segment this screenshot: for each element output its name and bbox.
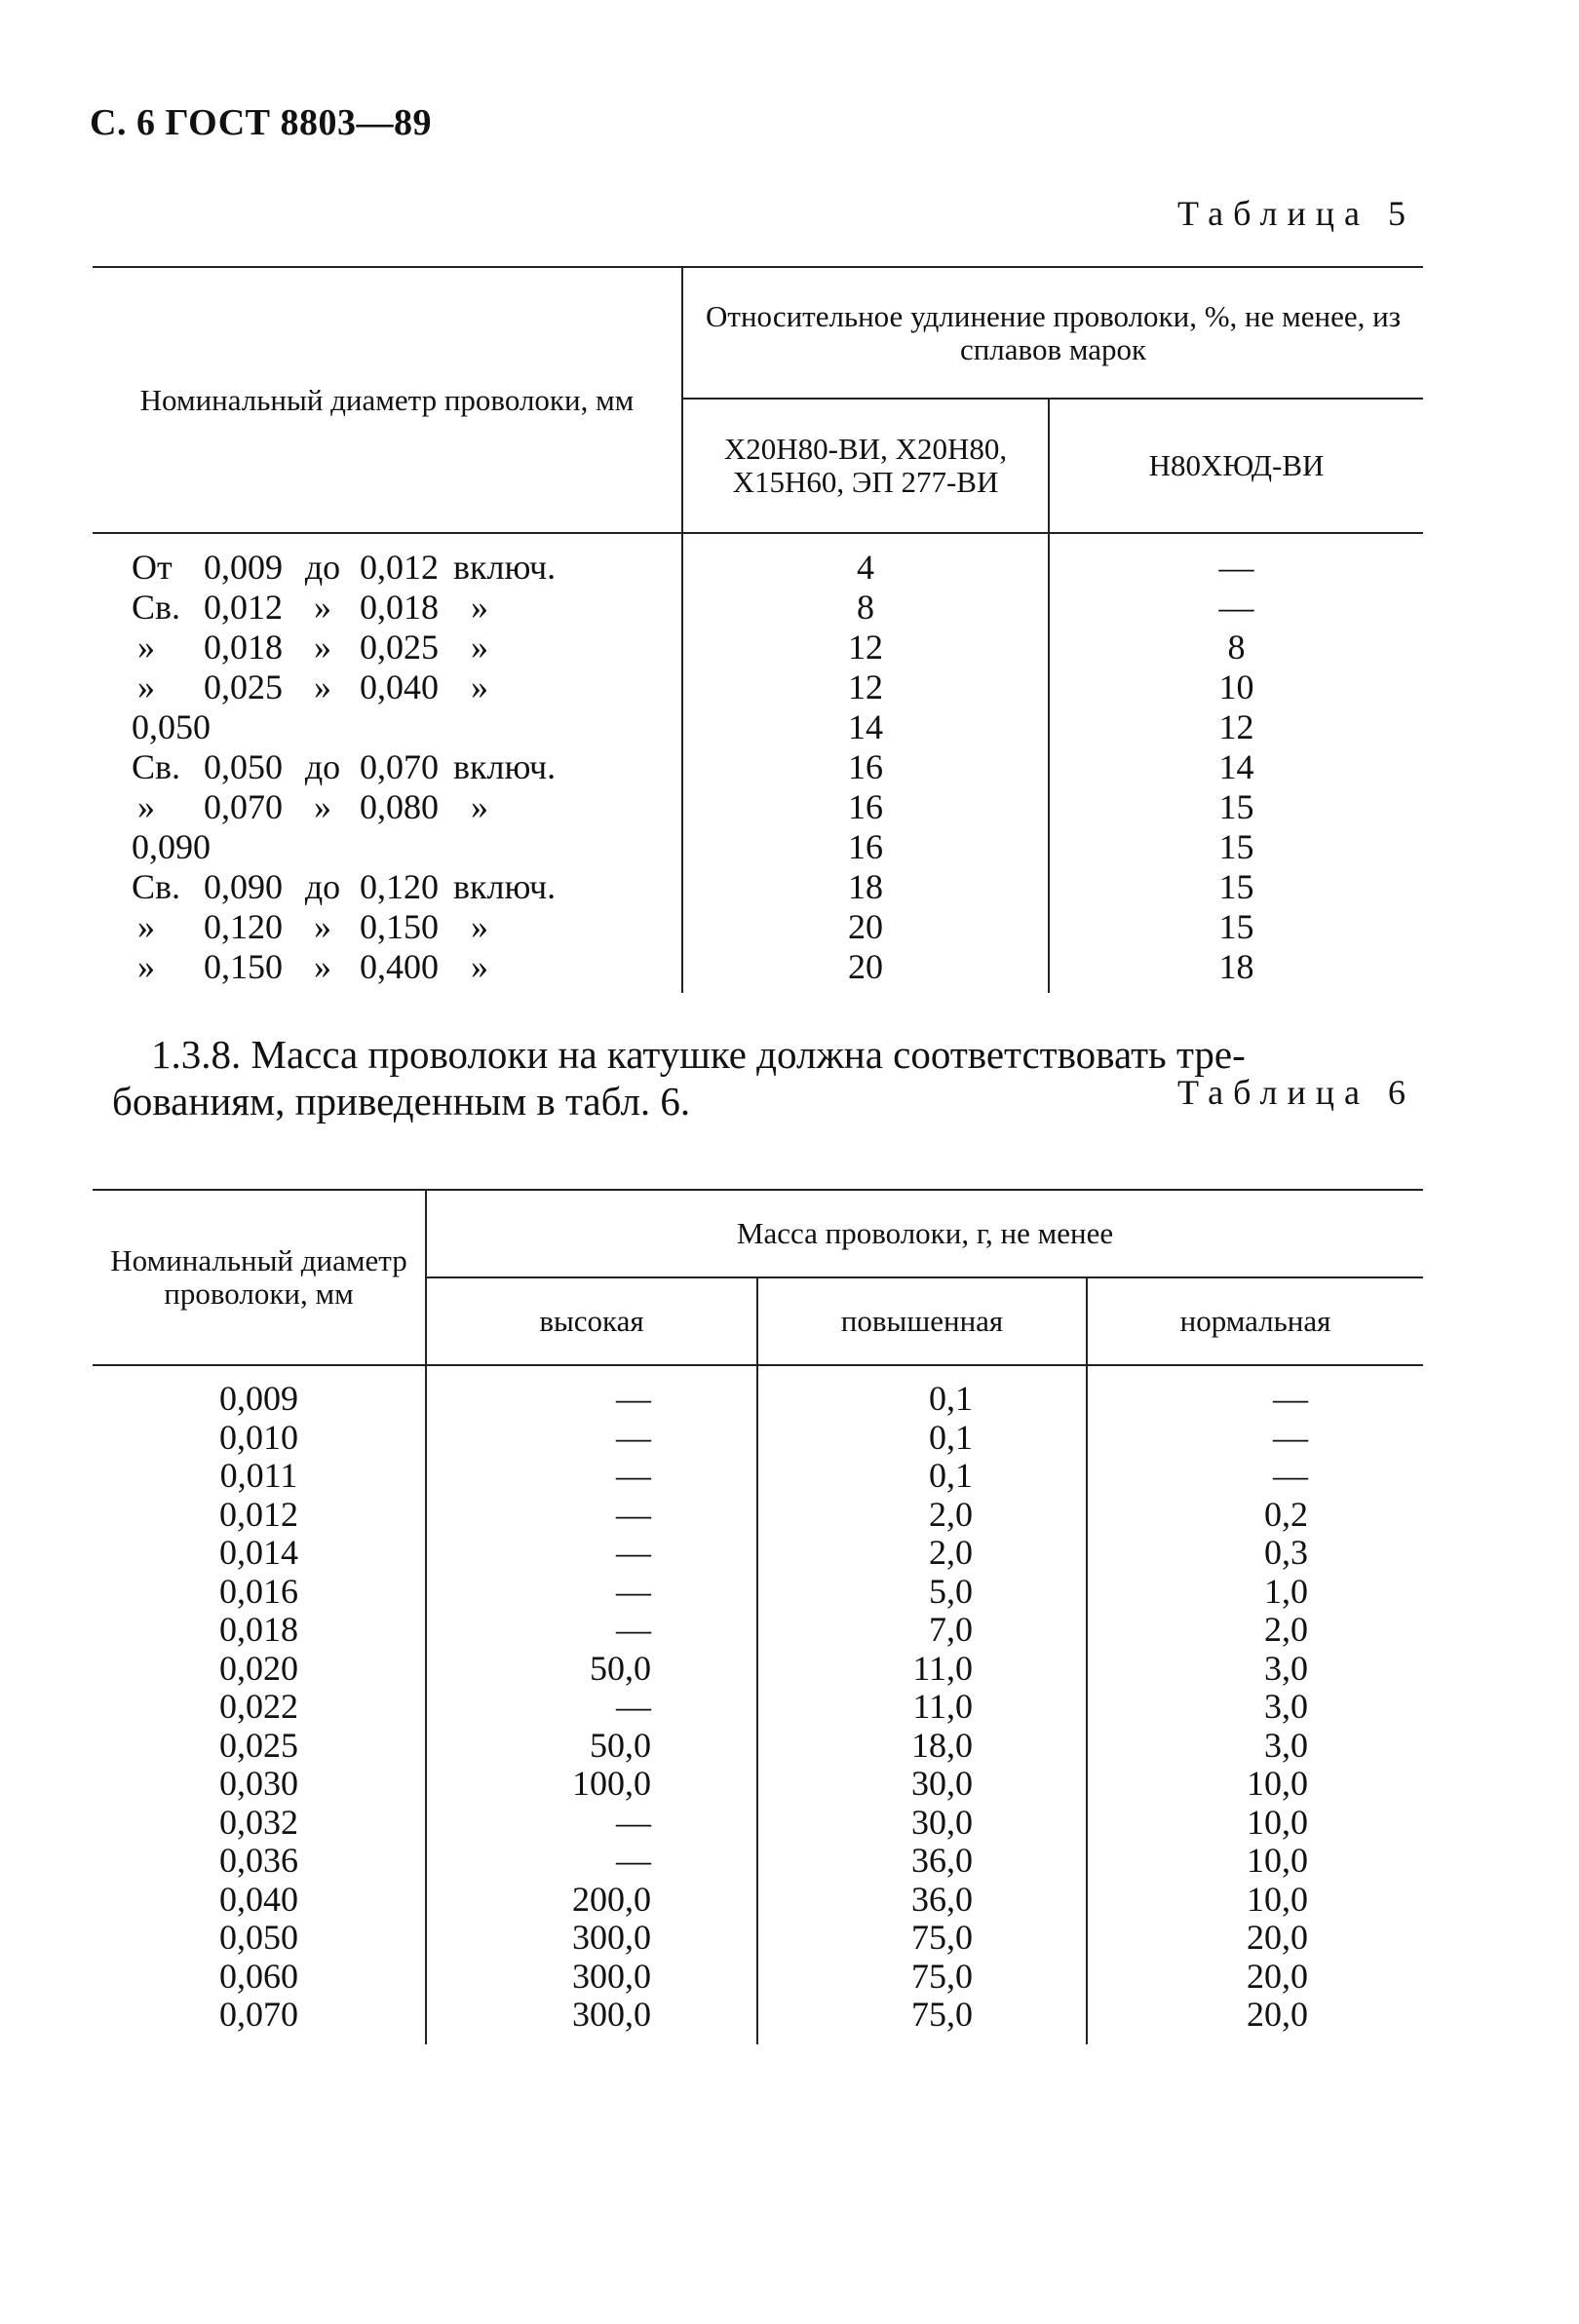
table6-normal-value: 0,2 (1087, 1496, 1423, 1535)
diameter-suffix: включ. (453, 747, 557, 786)
diameter-connector: » (314, 628, 331, 667)
table5-header-alloy1: Х20Н80-ВИ, Х20Н80, Х15Н60, ЭП 277-ВИ (682, 399, 1049, 533)
table5-alloy2-value: 15 (1049, 827, 1423, 867)
table5-diameter-cell (93, 747, 682, 787)
table5-alloy1-value: 16 (682, 827, 1049, 867)
table6-diameter-cell: 0,011 (219, 1456, 298, 1495)
table6-high-value: 300,0 (426, 1919, 757, 1958)
table6-normal-value: 10,0 (1087, 1842, 1423, 1881)
diameter-to: 0,070 (360, 747, 439, 786)
table6-diameter-cell: 0,022 (219, 1687, 298, 1726)
table6-high-value: 100,0 (426, 1765, 757, 1804)
table6-high-value: 200,0 (426, 1881, 757, 1920)
table6-diameter-cell: 0,030 (219, 1764, 298, 1803)
table5-alloy2-value: 10 (1049, 667, 1423, 707)
diameter-connector: » (314, 907, 331, 946)
table6-high-value: 300,0 (426, 1958, 757, 1997)
table5-alloy1-value: 12 (682, 667, 1049, 707)
table6-row (93, 1996, 1423, 2044)
table6-row (93, 1958, 1423, 1997)
diameter-prefix: » (137, 667, 155, 706)
diameter-suffix: » (471, 628, 488, 667)
table5-alloy1-value: 12 (682, 628, 1049, 667)
diameter-from: 0,070 (204, 787, 283, 826)
table6-high-value: — (426, 1573, 757, 1612)
table6-normal-value: 1,0 (1087, 1573, 1423, 1612)
table5-alloy2-value: 15 (1049, 787, 1423, 827)
table6-row (93, 1842, 1423, 1881)
table5-row (93, 628, 1423, 667)
page-header: С. 6 ГОСТ 8803—89 (90, 102, 432, 143)
diameter-suffix: » (471, 667, 488, 706)
table5-body (93, 533, 1423, 993)
diameter-prefix: » (137, 628, 155, 667)
diameter-to: 0,012 (360, 548, 439, 587)
diameter-connector: » (314, 787, 331, 826)
table5-alloy2-value: 8 (1049, 628, 1423, 667)
diameter-to: 0,018 (360, 588, 439, 627)
table6-header-increased: повышенная (757, 1277, 1087, 1365)
table6-row (93, 1650, 1423, 1689)
table6-row (93, 1419, 1423, 1458)
table5-alloy2-value: 18 (1049, 947, 1423, 993)
table6-diameter-cell: 0,040 (219, 1879, 298, 1919)
table6-normal-value: 2,0 (1087, 1611, 1423, 1650)
table6-increased-value: 30,0 (757, 1804, 1087, 1843)
diameter-value: 0,090 (132, 827, 211, 866)
table5-alloy2-value: 12 (1049, 707, 1423, 747)
table5-diameter-cell (93, 947, 682, 993)
table5-caption: Таблица 5 (1177, 194, 1415, 233)
table6-high-value: — (426, 1534, 757, 1573)
table5-row (93, 787, 1423, 827)
table6-increased-value: 36,0 (757, 1842, 1087, 1881)
table5-alloy1-value: 16 (682, 747, 1049, 787)
table6-high-value: — (426, 1611, 757, 1650)
paragraph-line1: 1.3.8. Масса проволоки на катушке должна соответствовать тре- (151, 1032, 1246, 1077)
table5-diameter-cell (93, 907, 682, 947)
table6-normal-value: 3,0 (1087, 1650, 1423, 1689)
table5-header-diameter: Номинальный диаметр проволоки, мм (93, 267, 682, 533)
diameter-connector: до (304, 747, 341, 786)
table6-row (93, 1457, 1423, 1496)
table6-increased-value: 75,0 (757, 1996, 1087, 2044)
table6-high-value: — (426, 1496, 757, 1535)
diameter-suffix: » (471, 787, 488, 826)
diameter-connector: » (314, 947, 331, 986)
table6-high-value: — (426, 1365, 757, 1419)
table6-increased-value: 5,0 (757, 1573, 1087, 1612)
diameter-to: 0,025 (360, 628, 439, 667)
table6-high-value: — (426, 1842, 757, 1881)
table6-normal-value: 20,0 (1087, 1958, 1423, 1997)
table6-increased-value: 75,0 (757, 1919, 1087, 1958)
table6-diameter-cell: 0,036 (219, 1841, 298, 1880)
table6-row (93, 1365, 1423, 1419)
diameter-suffix: » (471, 947, 488, 986)
diameter-connector: до (304, 548, 341, 587)
table6-high-value: — (426, 1688, 757, 1727)
table5-row (93, 827, 1423, 867)
table6-diameter-cell: 0,009 (219, 1379, 298, 1418)
table6-row (93, 1804, 1423, 1843)
table6-increased-value: 18,0 (757, 1727, 1087, 1766)
table5-diameter-cell (93, 867, 682, 907)
diameter-prefix: От (132, 548, 173, 587)
table6-diameter-cell: 0,016 (219, 1571, 298, 1611)
table6-increased-value: 36,0 (757, 1881, 1087, 1920)
table6-increased-value: 2,0 (757, 1496, 1087, 1535)
diameter-to: 0,120 (360, 867, 439, 906)
table6-increased-value: 11,0 (757, 1688, 1087, 1727)
diameter-from: 0,090 (204, 867, 283, 906)
table5-alloy1-value: 20 (682, 947, 1049, 993)
table6-normal-value: 3,0 (1087, 1688, 1423, 1727)
table5-alloy2-value: — (1049, 533, 1423, 588)
table6-high-value: — (426, 1457, 757, 1496)
table5-row (93, 707, 1423, 747)
table6-header-normal: нормальная (1087, 1277, 1423, 1365)
table5-alloy2-value: 14 (1049, 747, 1423, 787)
table6-diameter-cell: 0,018 (219, 1610, 298, 1649)
paragraph-line2: бованиям, приведенным в табл. 6. (112, 1079, 691, 1124)
table6-header-group: Масса проволоки, г, не менее (426, 1190, 1423, 1277)
table6 (93, 1189, 1423, 2044)
diameter-from: 0,025 (204, 667, 283, 706)
table6-high-value: — (426, 1419, 757, 1458)
table5-alloy1-value: 8 (682, 588, 1049, 628)
diameter-suffix: включ. (453, 867, 557, 906)
table6-body (93, 1365, 1423, 2044)
diameter-prefix: Св. (132, 867, 181, 906)
diameter-prefix: Св. (132, 747, 181, 786)
table6-diameter-cell: 0,032 (219, 1802, 298, 1842)
table6-normal-value: 10,0 (1087, 1881, 1423, 1920)
table6-diameter-cell: 0,025 (219, 1725, 298, 1765)
table6-row (93, 1573, 1423, 1612)
diameter-to: 0,080 (360, 787, 439, 826)
table5-row (93, 588, 1423, 628)
table5-diameter-cell (93, 533, 682, 588)
table6-caption: Таблица 6 (1177, 1073, 1415, 1112)
diameter-value: 0,050 (132, 707, 211, 746)
table6-increased-value: 11,0 (757, 1650, 1087, 1689)
diameter-to: 0,040 (360, 667, 439, 706)
table5-row (93, 533, 1423, 588)
table5 (93, 266, 1423, 993)
table6-row (93, 1688, 1423, 1727)
table6-increased-value: 75,0 (757, 1958, 1087, 1997)
table6-diameter-cell: 0,060 (219, 1956, 298, 1996)
table5-diameter-cell (93, 628, 682, 667)
table5-alloy1-value: 14 (682, 707, 1049, 747)
diameter-connector: » (314, 588, 331, 627)
diameter-from: 0,018 (204, 628, 283, 667)
table5-diameter-cell (93, 827, 682, 867)
table6-normal-value: 3,0 (1087, 1727, 1423, 1766)
table6-increased-value: 2,0 (757, 1534, 1087, 1573)
table5-row (93, 667, 1423, 707)
table5-row (93, 867, 1423, 907)
table6-increased-value: 30,0 (757, 1765, 1087, 1804)
diameter-prefix: » (137, 787, 155, 826)
table6-normal-value: — (1087, 1457, 1423, 1496)
table5-row (93, 747, 1423, 787)
table6-normal-value: 10,0 (1087, 1804, 1423, 1843)
table5-alloy1-value: 18 (682, 867, 1049, 907)
table5-diameter-cell (93, 667, 682, 707)
diameter-suffix: » (471, 588, 488, 627)
table6-normal-value: 20,0 (1087, 1919, 1423, 1958)
table6-normal-value: — (1087, 1365, 1423, 1419)
diameter-prefix: » (137, 907, 155, 946)
table6-diameter-cell: 0,070 (219, 1995, 298, 2034)
table6-high-value: 300,0 (426, 1996, 757, 2044)
table5-diameter-cell (93, 588, 682, 628)
table6-high-value: 50,0 (426, 1650, 757, 1689)
table6-header-high: высокая (426, 1277, 757, 1365)
table5-alloy2-value: 15 (1049, 867, 1423, 907)
table6-row (93, 1765, 1423, 1804)
diameter-suffix: включ. (453, 548, 557, 587)
diameter-from: 0,050 (204, 747, 283, 786)
diameter-connector: до (304, 867, 341, 906)
table6-high-value: 50,0 (426, 1727, 757, 1766)
diameter-to: 0,400 (360, 947, 439, 986)
diameter-from: 0,120 (204, 907, 283, 946)
table5-alloy1-value: 16 (682, 787, 1049, 827)
table6-increased-value: 7,0 (757, 1611, 1087, 1650)
table6-diameter-cell: 0,050 (219, 1918, 298, 1957)
table5-alloy1-value: 20 (682, 907, 1049, 947)
table5-header-alloy2: Н80ХЮД-ВИ (1049, 399, 1423, 533)
table6-normal-value: 10,0 (1087, 1765, 1423, 1804)
table5-alloy2-value: — (1049, 588, 1423, 628)
table6-row (93, 1727, 1423, 1766)
diameter-from: 0,012 (204, 588, 283, 627)
table6-row (93, 1919, 1423, 1958)
diameter-prefix: Св. (132, 588, 181, 627)
table6-increased-value: 0,1 (757, 1365, 1087, 1419)
table5-diameter-cell (93, 787, 682, 827)
diameter-connector: » (314, 667, 331, 706)
diameter-suffix: » (471, 907, 488, 946)
table5-header-group: Относительное удлинение проволоки, %, не менее, из сплавов марок (682, 267, 1423, 399)
diameter-prefix: » (137, 947, 155, 986)
table5-row (93, 907, 1423, 947)
table6-diameter-cell: 0,012 (219, 1494, 298, 1534)
table6-high-value: — (426, 1804, 757, 1843)
table6-row (93, 1611, 1423, 1650)
table5-row (93, 947, 1423, 993)
table5-alloy2-value: 15 (1049, 907, 1423, 947)
diameter-from: 0,150 (204, 947, 283, 986)
table6-diameter-cell: 0,020 (219, 1648, 298, 1688)
table6-row (93, 1496, 1423, 1535)
table5-alloy1-value: 4 (682, 533, 1049, 588)
diameter-to: 0,150 (360, 907, 439, 946)
diameter-from: 0,009 (204, 548, 283, 587)
table6-increased-value: 0,1 (757, 1419, 1087, 1458)
table6-diameter-cell: 0,014 (219, 1533, 298, 1572)
table6-normal-value: — (1087, 1419, 1423, 1458)
table5-diameter-cell (93, 707, 682, 747)
table6-diameter-cell: 0,010 (219, 1417, 298, 1457)
table6-row (93, 1881, 1423, 1920)
table6-row (93, 1534, 1423, 1573)
table6-header-diameter: Номинальный диаметр проволоки, мм (93, 1190, 426, 1365)
table6-normal-value: 20,0 (1087, 1996, 1423, 2044)
table6-increased-value: 0,1 (757, 1457, 1087, 1496)
table6-normal-value: 0,3 (1087, 1534, 1423, 1573)
